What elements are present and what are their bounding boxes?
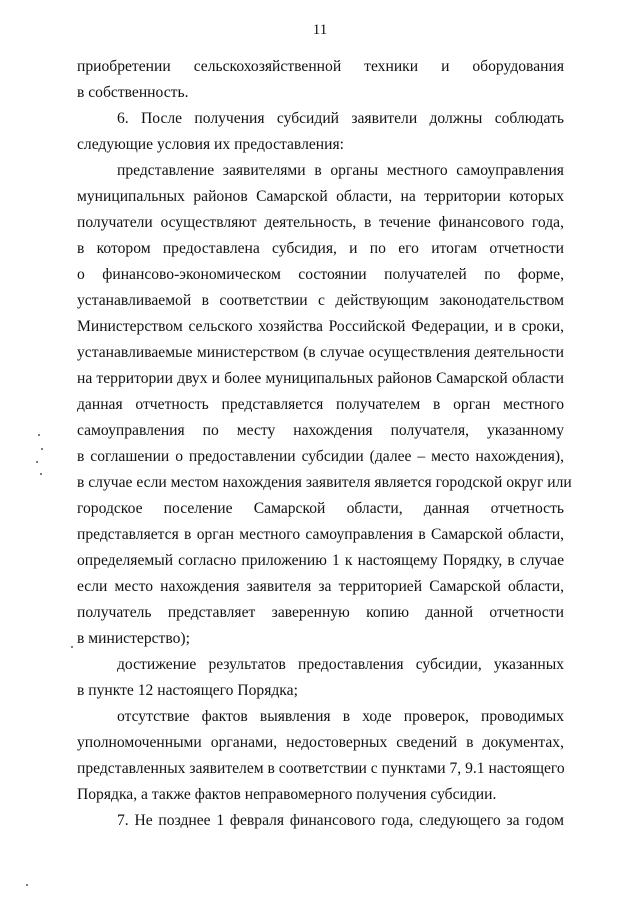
text-line: отсутствие фактов выявления в ходе проверок, проводимых — [117, 708, 564, 725]
text-line: Порядка, а также фактов неправомерного получения субсидии. — [77, 786, 497, 803]
text-line: в соглашении о предоставлении субсидии (далее – место нахождения), — [77, 448, 564, 465]
text-line: получатели осуществляют деятельность, в течение финансового года, — [77, 214, 564, 231]
scan-speck — [40, 473, 42, 475]
text-line: 6. После получения субсидий заявители должны соблюдать — [117, 110, 564, 127]
scan-speck — [26, 884, 28, 886]
scan-speck — [71, 646, 73, 648]
text-line: на территории двух и более муниципальных районов Самарской области — [77, 370, 564, 387]
text-line: муниципальных районов Самарской области, на территории которых — [77, 188, 564, 205]
scan-speck — [36, 461, 38, 463]
text-line: устанавливаемые министерством (в случае осуществления деятельности — [77, 344, 564, 361]
text-line: представление заявителями в органы местного самоуправления — [117, 162, 564, 179]
text-line: самоуправления по месту нахождения получателя, указанному — [77, 422, 564, 439]
text-line: в пункте 12 настоящего Порядка; — [77, 682, 298, 699]
text-line: представленных заявителем в соответствии с пунктами 7, 9.1 настоящего — [77, 760, 565, 777]
text-line: Министерством сельского хозяйства Российской Федерации, и в сроки, — [77, 318, 564, 335]
text-line: получатель представляет заверенную копию данной отчетности — [77, 604, 564, 621]
text-line: в собственность. — [77, 84, 189, 101]
text-line: о финансово-экономическом состоянии получателей по форме, — [77, 266, 564, 283]
text-line: достижение результатов предоставления субсидии, указанных — [117, 656, 564, 673]
text-line: данная отчетность представляется получателем в орган местного — [77, 396, 564, 413]
text-line: приобретении сельскохозяйственной техники и оборудования — [77, 58, 564, 75]
page-number: 11 — [312, 22, 328, 38]
text-line: представляется в орган местного самоуправления в Самарской области, — [77, 526, 564, 543]
text-line: определяемый согласно приложению 1 к настоящему Порядку, в случае — [77, 552, 564, 569]
text-line: городское поселение Самарской области, данная отчетность — [77, 500, 564, 517]
text-line: следующие условия их предоставления: — [77, 136, 344, 153]
text-line: в котором предоставлена субсидия, и по его итогам отчетности — [77, 240, 564, 257]
text-line: в случае если местом нахождения заявителя является городской округ или — [77, 474, 572, 491]
scan-speck — [41, 448, 43, 450]
text-line: если место нахождения заявителя за территорией Самарской области, — [77, 578, 564, 595]
text-line: в министерство); — [77, 630, 190, 647]
text-line: 7. Не позднее 1 февраля финансового года, следующего за годом — [117, 812, 564, 829]
scan-speck — [38, 434, 40, 436]
text-line: уполномоченными органами, недостоверных сведений в документах, — [77, 734, 564, 751]
text-line: устанавливаемой в соответствии с действующим законодательством — [77, 292, 564, 309]
